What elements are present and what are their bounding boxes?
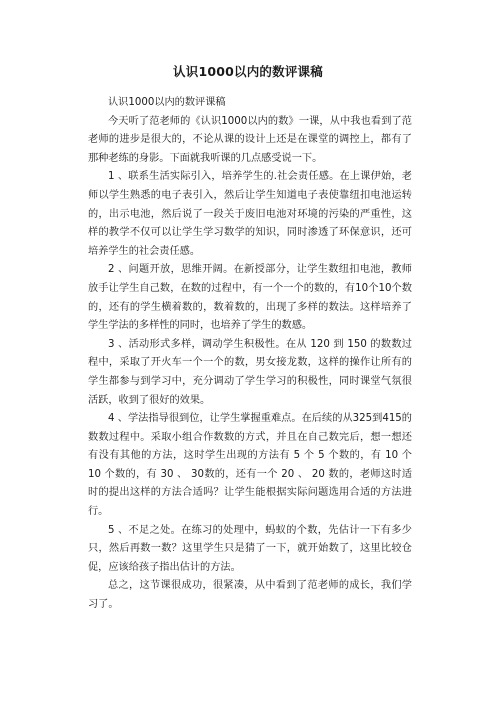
paragraph-point-3: 3 、活动形式多样，调动学生积极性。在从 120 到 150 的数数过程中，采取了开火车一个一个的数，男女接龙数，这样的操作让所有的学生都参与到学习中，充分调动了学生学习的积极性，同时课堂气氛很活跃，收到了很好的效果。 (88, 338, 412, 406)
paragraph-subtitle: 认识1000以内的数评课稿 (108, 97, 226, 108)
paragraph-point-5: 5 、不足之处。在练习的处理中，蚂蚁的个数，先估计一下有多少只，然后再数一数？这里学生只是猜了一下，就开始数了，这里比较仓促，应该给孩子指出估计的方法。 (88, 524, 412, 573)
document-body (88, 94, 412, 615)
document-title: 认识1000以内的数评课稿 (173, 64, 323, 79)
paragraph-point-4: 4 、学法指导很到位，让学生掌握重难点。在后续的从325到415的数数过程中。采取小组合作数数的方式，并且在自己数完后，想一想还有没有其他的方法，这时学生出现的方法有 5 个 5 个数的，有 10 个 10 个数的，有 30 、 30数的，还有一个 20 、 20 数的，老师这时适时的提出这样的方法合适吗？让学生能根据实际问题选用合适的方法进行。 (88, 413, 412, 518)
paragraph-conclusion: 总之，这节课很成功，很紧凑，从中看到了范老师的成长，我们学习了。 (88, 580, 412, 611)
paragraph-point-1: 1 、联系生活实际引入，培养学生的.社会责任感。在上课伊始，老师以学生熟悉的电子表引入，然后让学生知道电子表使靠纽扣电池运转的，出示电池，然后说了一段关于废旧电池对环境的污染的严重性，这样的教学不仅可以让学生学习数学的知识，同时渗透了环保意识，还可培养学生的社会责任感。 (88, 171, 412, 257)
paragraph-intro: 今天听了范老师的《认识1000以内的数》一课，从中我也看到了范老师的进步是很大的，不论从课的设计上还是在课堂的调控上，都有了那种老练的身影。下面就我听课的几点感受说一下。 (88, 115, 412, 164)
paragraph-point-2: 2 、问题开放，思维开阔。在新授部分，让学生数纽扣电池，教师放手让学生自己数，在数的过程中，有一个一个的数的，有10个10个数的，还有的学生横着数的，数着数的，出现了多样的数法。这样培养了学生学法的多样性的同时，也培养了学生的数感。 (88, 264, 412, 332)
